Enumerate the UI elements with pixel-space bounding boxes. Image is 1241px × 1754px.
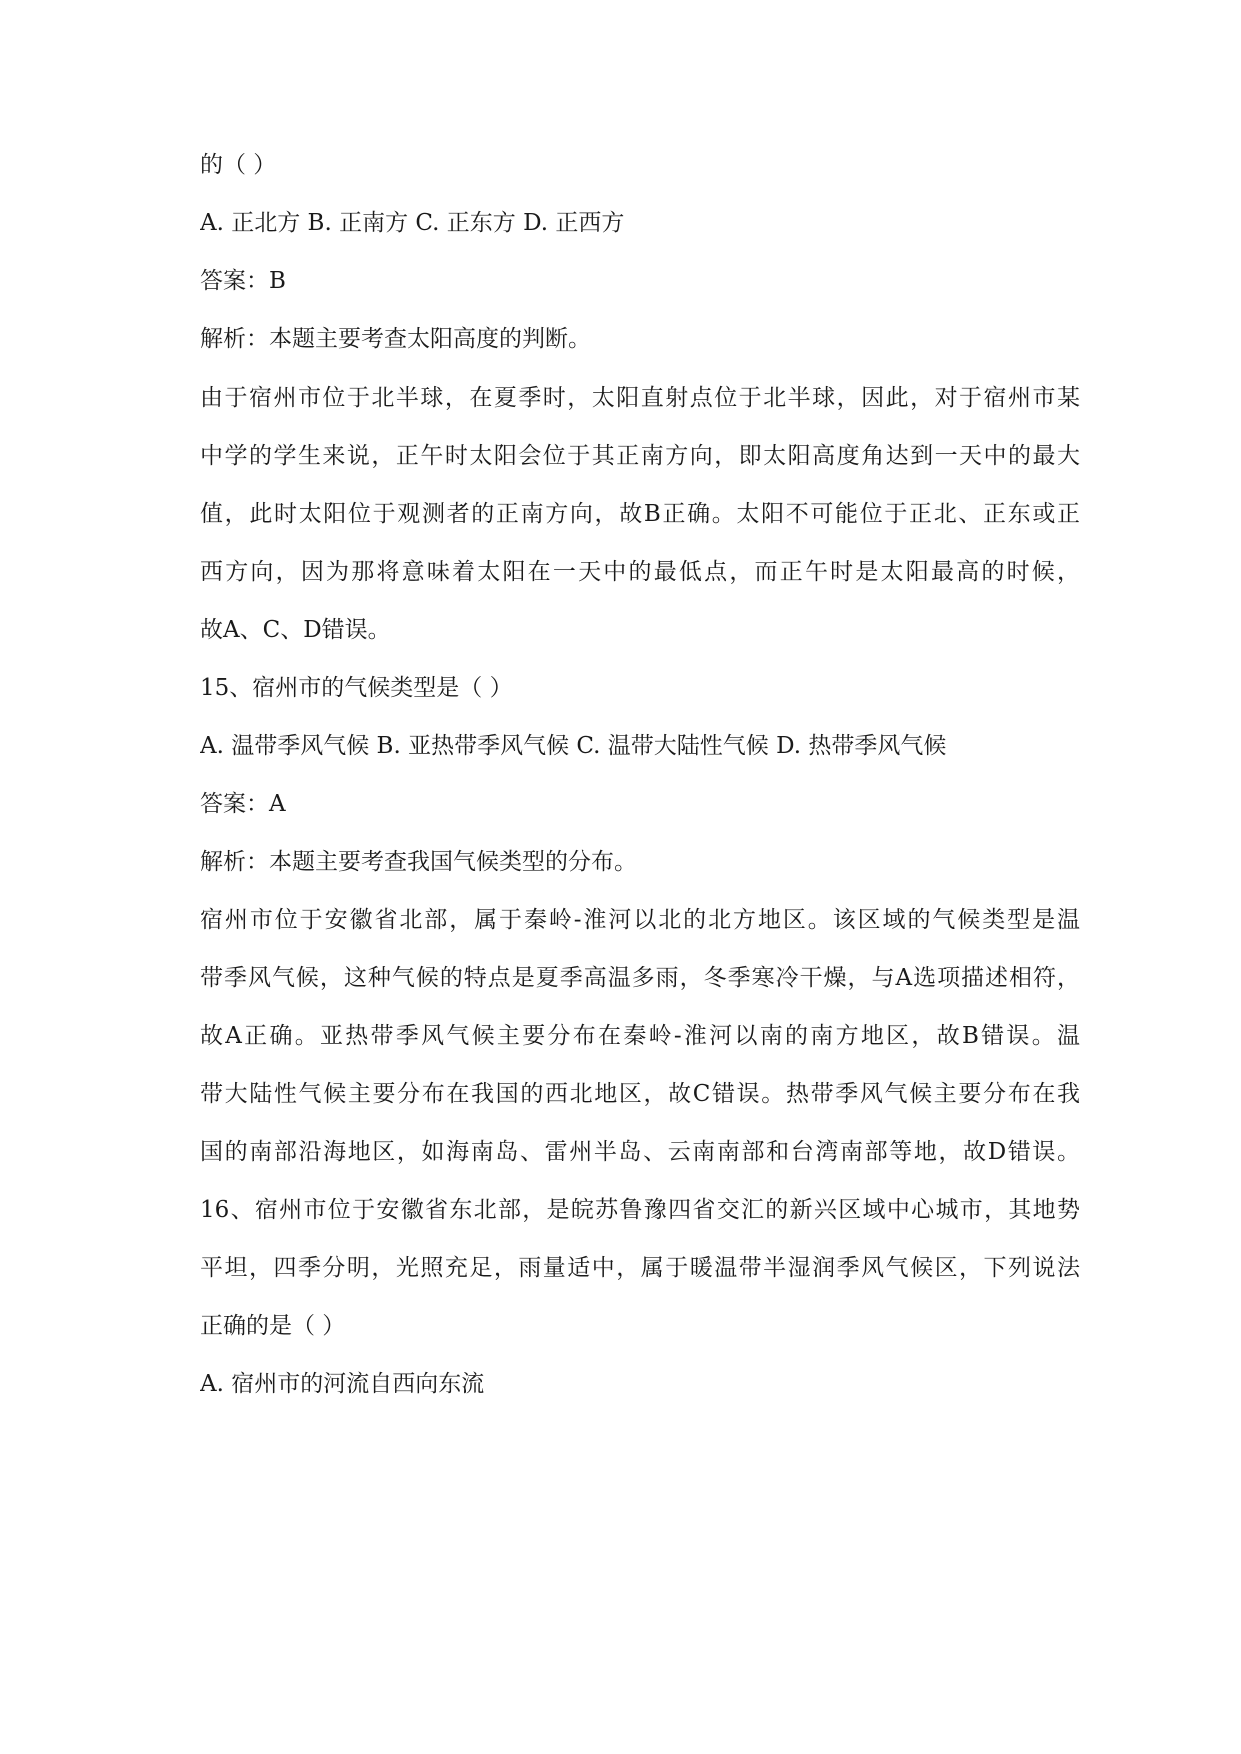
question-14-analysis-line: 由于宿州市位于北半球，在夏季时，太阳直射点位于北半球，因此，对于宿州市某 <box>200 385 1080 411</box>
question-14-stem-end: 的（ ） <box>200 152 277 178</box>
question-16-stem-line: 16、宿州市位于安徽省东北部，是皖苏鲁豫四省交汇的新兴区域中心城市，其地势 <box>200 1197 1080 1223</box>
question-14-options: A. 正北方 B. 正南方 C. 正东方 D. 正西方 <box>200 210 625 236</box>
question-14-analysis-line: 故A、C、D错误。 <box>200 617 391 643</box>
question-15-answer: 答案：A <box>200 791 286 817</box>
question-15-stem: 15、宿州市的气候类型是（ ） <box>200 675 513 701</box>
question-15-analysis-line: 带大陆性气候主要分布在我国的西北地区，故C错误。热带季风气候主要分布在我 <box>200 1081 1080 1107</box>
question-14-analysis-title: 解析：本题主要考查太阳高度的判断。 <box>200 326 591 352</box>
question-16-stem-line: 正确的是（ ） <box>200 1313 346 1339</box>
question-15-options: A. 温带季风气候 B. 亚热带季风气候 C. 温带大陆性气候 D. 热带季风气候 <box>200 733 947 759</box>
question-15-analysis-title: 解析：本题主要考查我国气候类型的分布。 <box>200 849 637 875</box>
question-15-analysis-line: 故A正确。亚热带季风气候主要分布在秦岭-淮河以南的南方地区，故B错误。温 <box>200 1023 1080 1049</box>
question-15-analysis-line: 带季风气候，这种气候的特点是夏季高温多雨，冬季寒冷干燥，与A选项描述相符， <box>200 965 1080 991</box>
question-16-option-a: A. 宿州市的河流自西向东流 <box>200 1371 485 1397</box>
question-16-stem-line: 平坦，四季分明，光照充足，雨量适中，属于暖温带半湿润季风气候区，下列说法 <box>200 1255 1080 1281</box>
question-15-analysis-line: 宿州市位于安徽省北部，属于秦岭-淮河以北的北方地区。该区域的气候类型是温 <box>200 907 1080 933</box>
question-14-analysis-line: 西方向，因为那将意味着太阳在一天中的最低点，而正午时是太阳最高的时候， <box>200 559 1080 585</box>
question-14-analysis-line: 中学的学生来说，正午时太阳会位于其正南方向，即太阳高度角达到一天中的最大 <box>200 443 1080 469</box>
question-15-analysis-line: 国的南部沿海地区，如海南岛、雷州半岛、云南南部和台湾南部等地，故D错误。 <box>200 1139 1080 1165</box>
question-14-answer: 答案：B <box>200 268 286 294</box>
question-14-analysis-line: 值，此时太阳位于观测者的正南方向，故B正确。太阳不可能位于正北、正东或正 <box>200 501 1080 527</box>
